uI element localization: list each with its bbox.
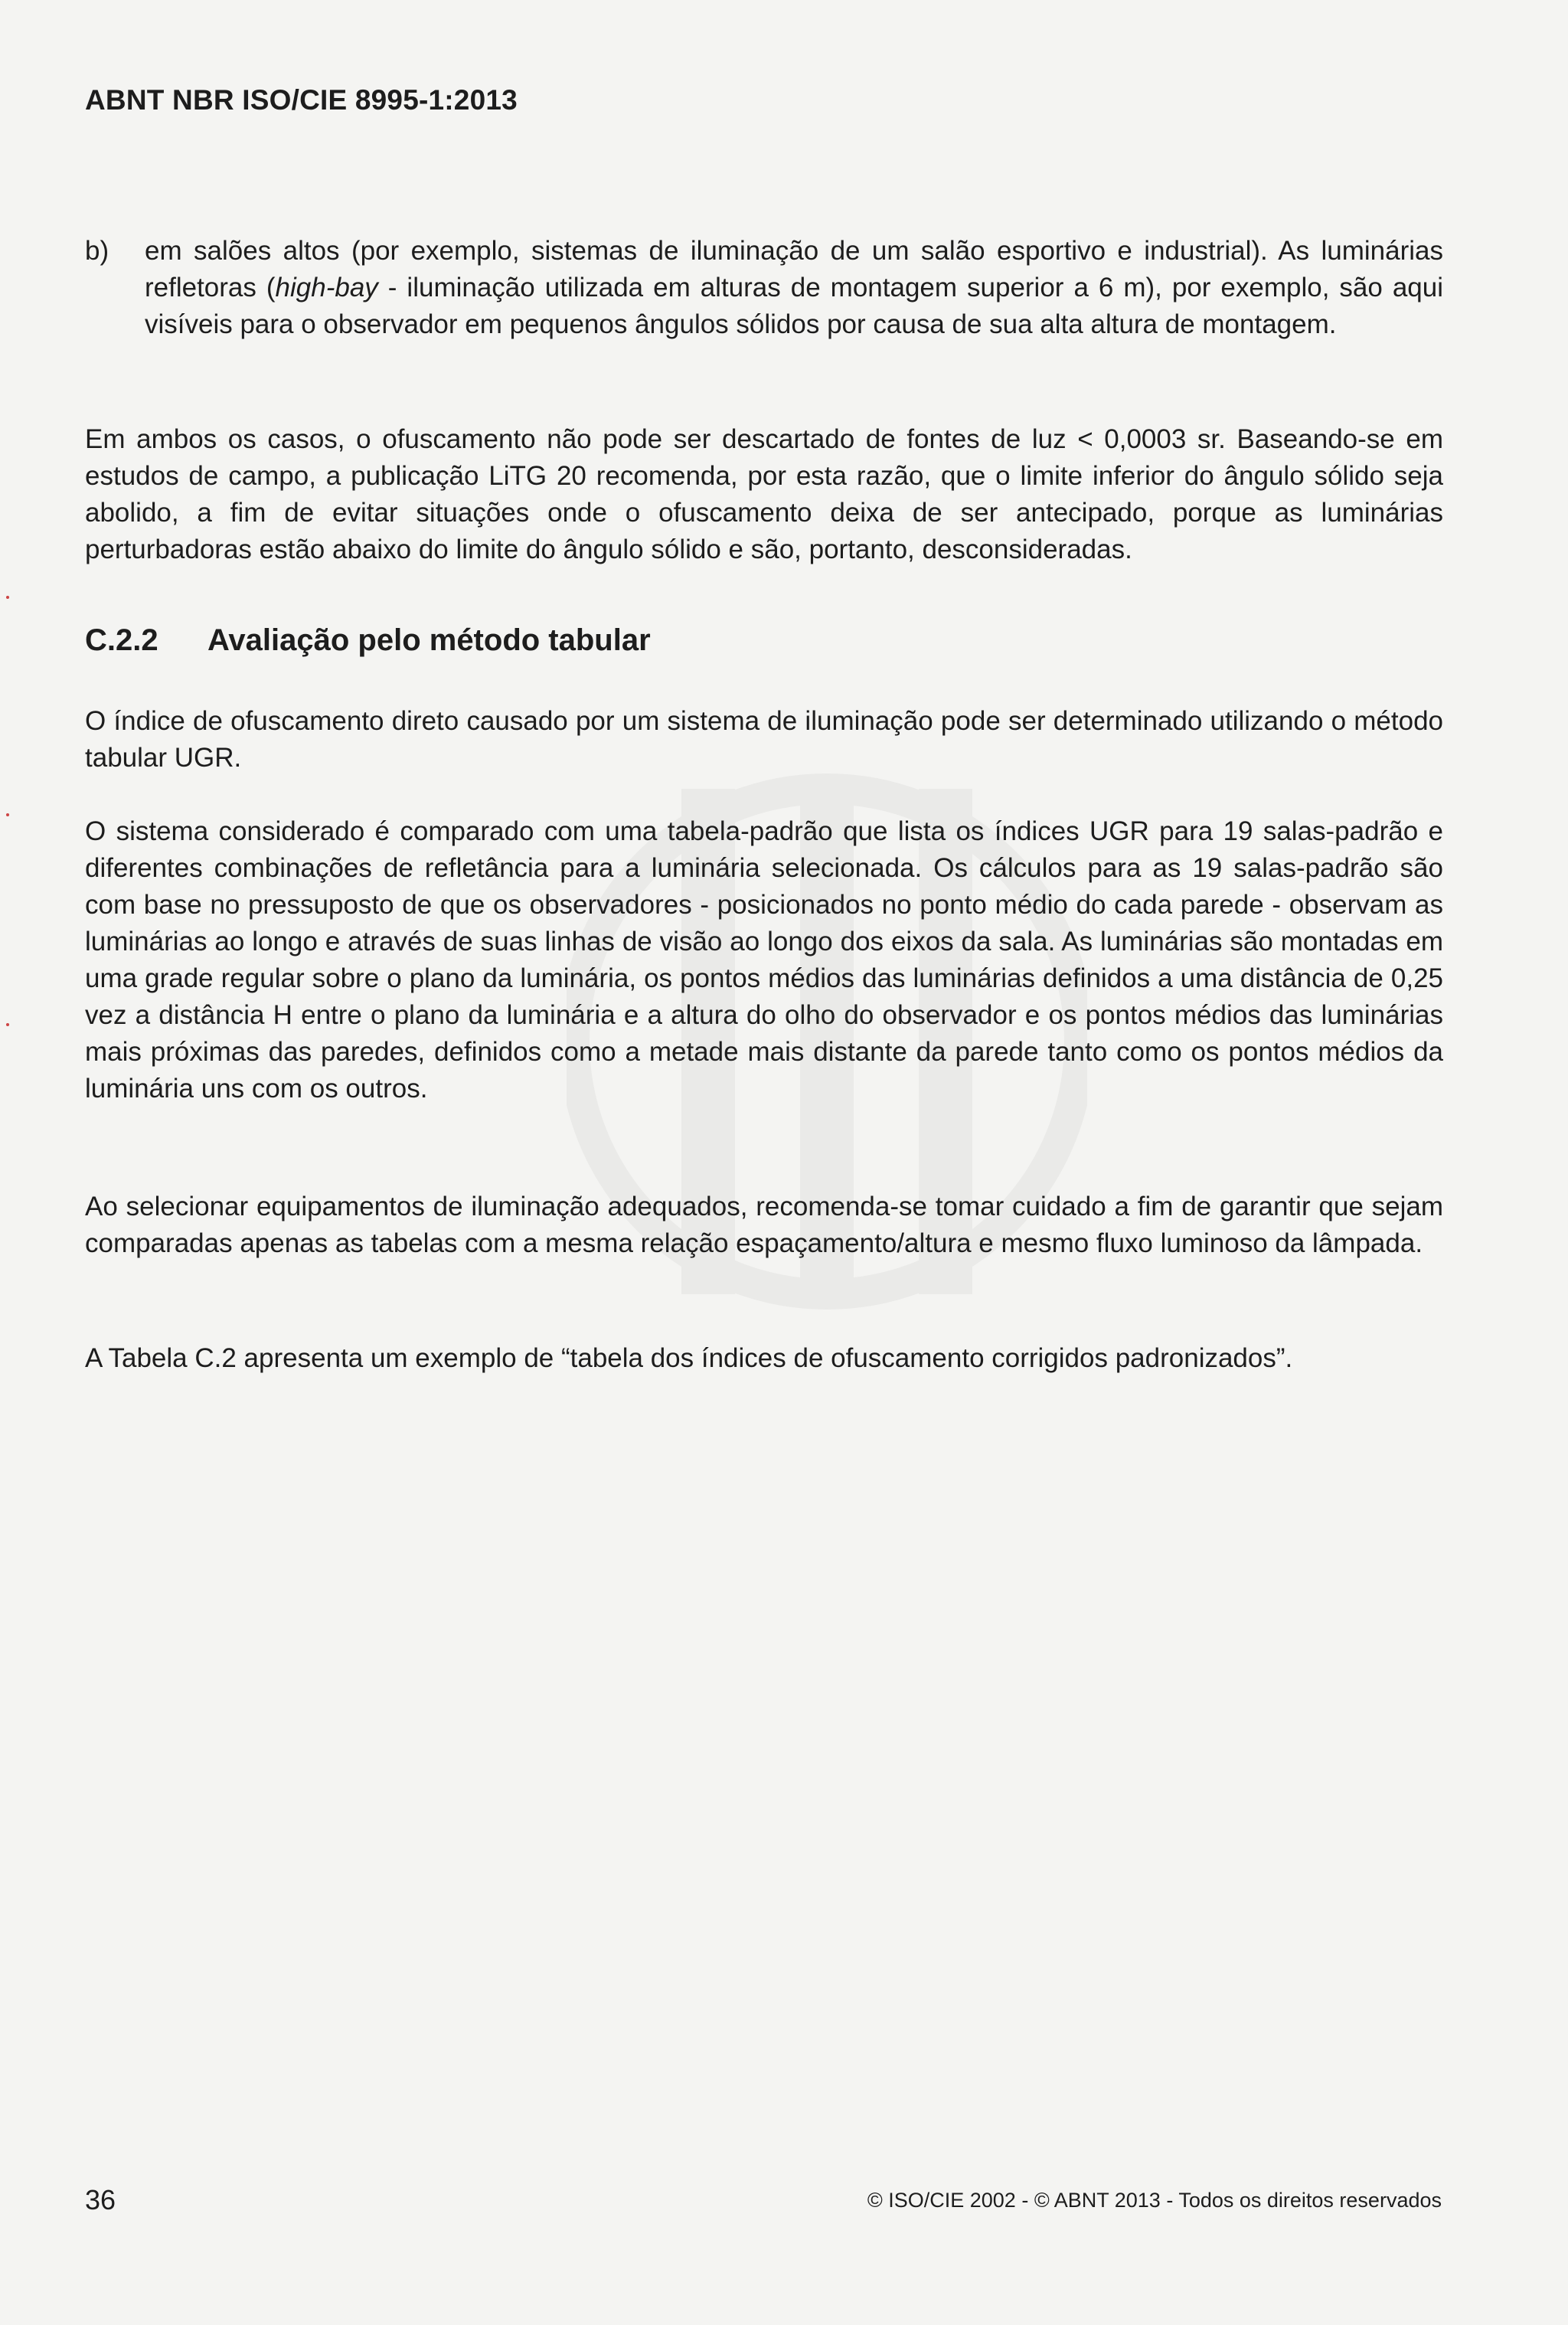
paragraph-table-c2: A Tabela C.2 apresenta um exemplo de “tabela dos índices de ofuscamento corrigidos padronizados”. xyxy=(85,1343,1293,1373)
margin-mark xyxy=(6,1023,9,1026)
list-item-text-start: em salões altos (por exemplo, sistemas de iluminação de um salão esportivo e industrial). As luminárias refletoras ( xyxy=(145,236,1443,302)
paragraph-standard-table: O sistema considerado é comparado com uma tabela-padrão que lista os índices UGR para 19 salas-padrão e diferentes combinações de refletância para a luminária selecionada. Os cálculos para as 19 salas-padrão são com base no pressuposto de que os observadores - posicionados no ponto médio do cada parede - observam as luminárias ao longo e através de suas linhas de visão ao longo dos eixos da sala. As luminárias são montadas em uma grade regular sobre o plano da luminária, os pontos médios das luminárias definidos a uma distância de 0,25 vez a distância H entre o plano da luminária e a altura do olho do observador e os pontos médios das luminárias mais próximas das paredes, definidos como a metade mais distante da parede tanto como os pontos médios da luminária uns com os outros. xyxy=(85,816,1443,1104)
section-heading xyxy=(85,623,651,658)
list-item-italic-term: high-bay xyxy=(275,273,378,302)
section-title: Avaliação pelo método tabular xyxy=(207,623,651,657)
paragraph-equipment-selection: Ao selecionar equipamentos de iluminação adequados, recomenda-se tomar cuidado a fim de garantir que sejam comparadas apenas as tabelas com a mesma relação espaçamento/altura e mesmo fluxo luminoso da lâmpada. xyxy=(85,1192,1443,1258)
list-item-b xyxy=(85,233,1443,343)
list-item-marker: b) xyxy=(85,236,109,266)
list-item-text-end: - iluminação utilizada em alturas de montagem superior a 6 m), por exemplo, são aqui visíveis para o observador em pequenos ângulos sólidos por causa de sua alta altura de montagem. xyxy=(145,273,1444,339)
paragraph-ugr-intro: O índice de ofuscamento direto causado por um sistema de iluminação pode ser determinado utilizando o método tabular UGR. xyxy=(85,706,1443,773)
copyright-notice: © ISO/CIE 2002 - © ABNT 2013 - Todos os direitos reservados xyxy=(867,2189,1442,2212)
list-item-content xyxy=(145,233,1443,343)
document-header: ABNT NBR ISO/CIE 8995-1:2013 xyxy=(85,84,518,116)
section-number: C.2.2 xyxy=(85,623,158,657)
page-number: 36 xyxy=(85,2184,116,2215)
paragraph-solid-angle: Em ambos os casos, o ofuscamento não pode ser descartado de fontes de luz < 0,0003 sr. Baseando-se em estudos de campo, a publicação LiTG 20 recomenda, por esta razão, que o limite inferior do ângulo sólido seja abolido, a fim de evitar situações onde o ofuscamento deixa de ser antecipado, porque as luminárias perturbadoras estão abaixo do limite do ângulo sólido e são, portanto, desconsideradas. xyxy=(85,424,1443,564)
margin-mark xyxy=(6,813,9,816)
margin-mark xyxy=(6,596,9,599)
